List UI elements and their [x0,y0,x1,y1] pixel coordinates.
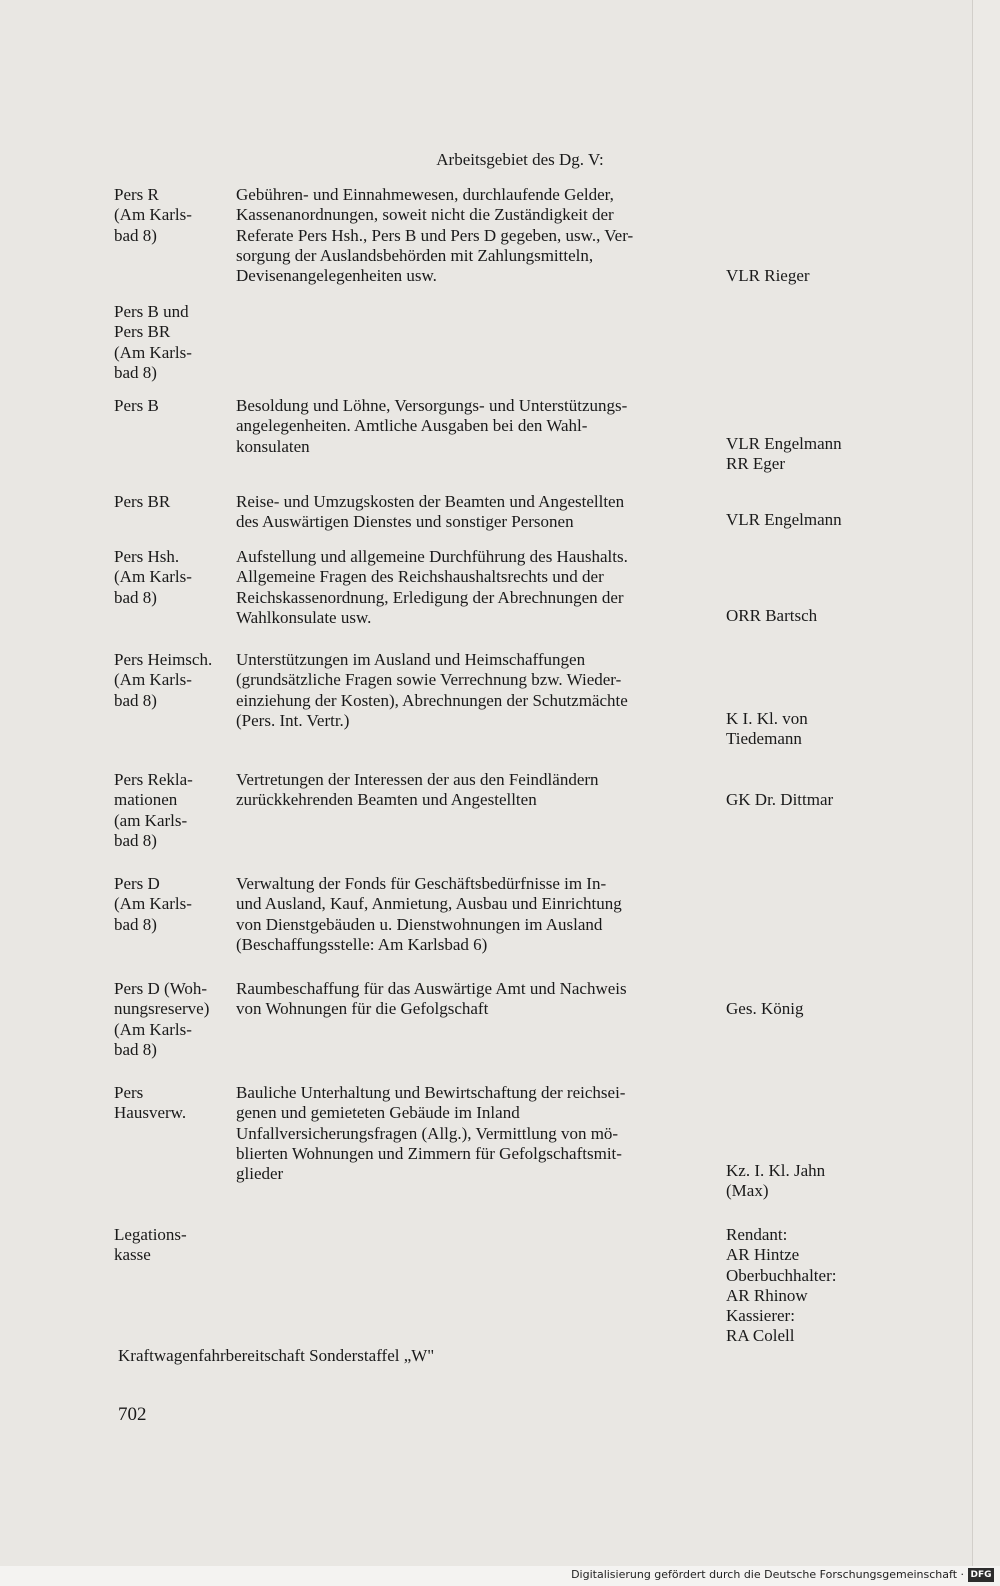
entry-ref: Pers D (Woh- nungsreserve) (Am Karls- bad 8) [114,979,210,1059]
dfg-logo: DFG [968,1568,994,1582]
entry-ref: Pers Hausverw. [114,1083,187,1123]
digitization-note: Digitalisierung gefördert durch die Deutsche Forschungsgemeinschaft · [571,1568,964,1581]
entry-officer: VLR Engelmann [726,510,842,529]
entry-ref: Pers B [114,396,159,415]
page-gutter [972,0,1000,1566]
entry-officer: GK Dr. Dittmar [726,790,834,809]
entry-officer: Rendant: AR Hintze Oberbuchhalter: AR Rhinow Kassierer: RA Colell [726,1225,837,1346]
entry-ref: Pers Hsh. (Am Karls- bad 8) [114,547,192,607]
entry-officer: ORR Bartsch [726,606,818,625]
section-heading: Arbeitsgebiet des Dg. V: [436,150,604,169]
entry-ref: Pers D (Am Karls- bad 8) [114,874,192,934]
entry-officer: Ges. König [726,999,804,1018]
entry-description: Aufstellung und allgemeine Durchführung des Haushalts. Allgemeine Fragen des Reichshaushaltsrechts und der Reichskassenordnung, Erledigung der Abrechnungen der Wahlkonsulate usw. [236,547,628,627]
entry-description: Bauliche Unterhaltung und Bewirtschaftung der reichsei- genen und gemieteten Gebäude im Inland Unfallversicherungsfragen (Allg.), Vermittlung von mö- blierten Wohnungen und Zimmern für Gefolgschaftsmit- glieder [236,1083,626,1184]
entry-description: Gebühren- und Einnahmewesen, durchlaufende Gelder, Kassenanordnungen, soweit nicht die Zuständigkeit der Referate Pers Hsh., Pers B und Pers D gegeben, usw., Ver- sorgung der Auslandsbehörden mit Zahlungsmitteln, Devisenangelegenheiten usw. [236,185,634,286]
entry-ref: Pers Rekla- mationen (am Karls- bad 8) [114,770,193,850]
entry-officer: K I. Kl. von Tiedemann [726,709,808,749]
entry-officer: Kz. I. Kl. Jahn (Max) [726,1161,826,1201]
entry-ref: Pers BR [114,492,171,511]
entry-description: Unterstützungen im Ausland und Heimschaffungen (grundsätzliche Fragen sowie Verrechnung bzw. Wieder- einziehung der Kosten), Abrechnungen der Schutzmächte (Pers. Int. Vertr.) [236,650,628,730]
entry-ref: Pers Heimsch. (Am Karls- bad 8) [114,650,213,710]
entry-ref: Legations- kasse [114,1225,187,1265]
entry-ref: Pers R (Am Karls- bad 8) [114,185,192,245]
page-number: 702 [118,1404,147,1425]
entry-description: Reise- und Umzugskosten der Beamten und Angestellten des Auswärtigen Dienstes und sonstiger Personen [236,492,625,532]
entry-description: Verwaltung der Fonds für Geschäftsbedürfnisse im In- und Ausland, Kauf, Anmietung, Ausbau und Einrichtung von Dienstgebäuden u. Dienstwohnungen im Ausland (Beschaffungsstelle: Am Karlsbad 6) [236,874,622,954]
entry-officer: VLR Engelmann RR Eger [726,434,842,474]
entry-officer: VLR Rieger [726,266,810,285]
entry-description: Besoldung und Löhne, Versorgungs- und Unterstützungs- angelegenheiten. Amtliche Ausgaben bei den Wahl- konsulaten [236,396,628,456]
entry-description: Vertretungen der Interessen der aus den Feindländern zurückkehrenden Beamten und Angestellten [236,770,599,810]
fahrbereitschaft-line: Kraftwagenfahrbereitschaft Sonderstaffel „W" [118,1346,435,1365]
entry-ref: Pers B und Pers BR (Am Karls- bad 8) [114,302,192,382]
entry-description: Raumbeschaffung für das Auswärtige Amt und Nachweis von Wohnungen für die Gefolgschaft [236,979,627,1019]
